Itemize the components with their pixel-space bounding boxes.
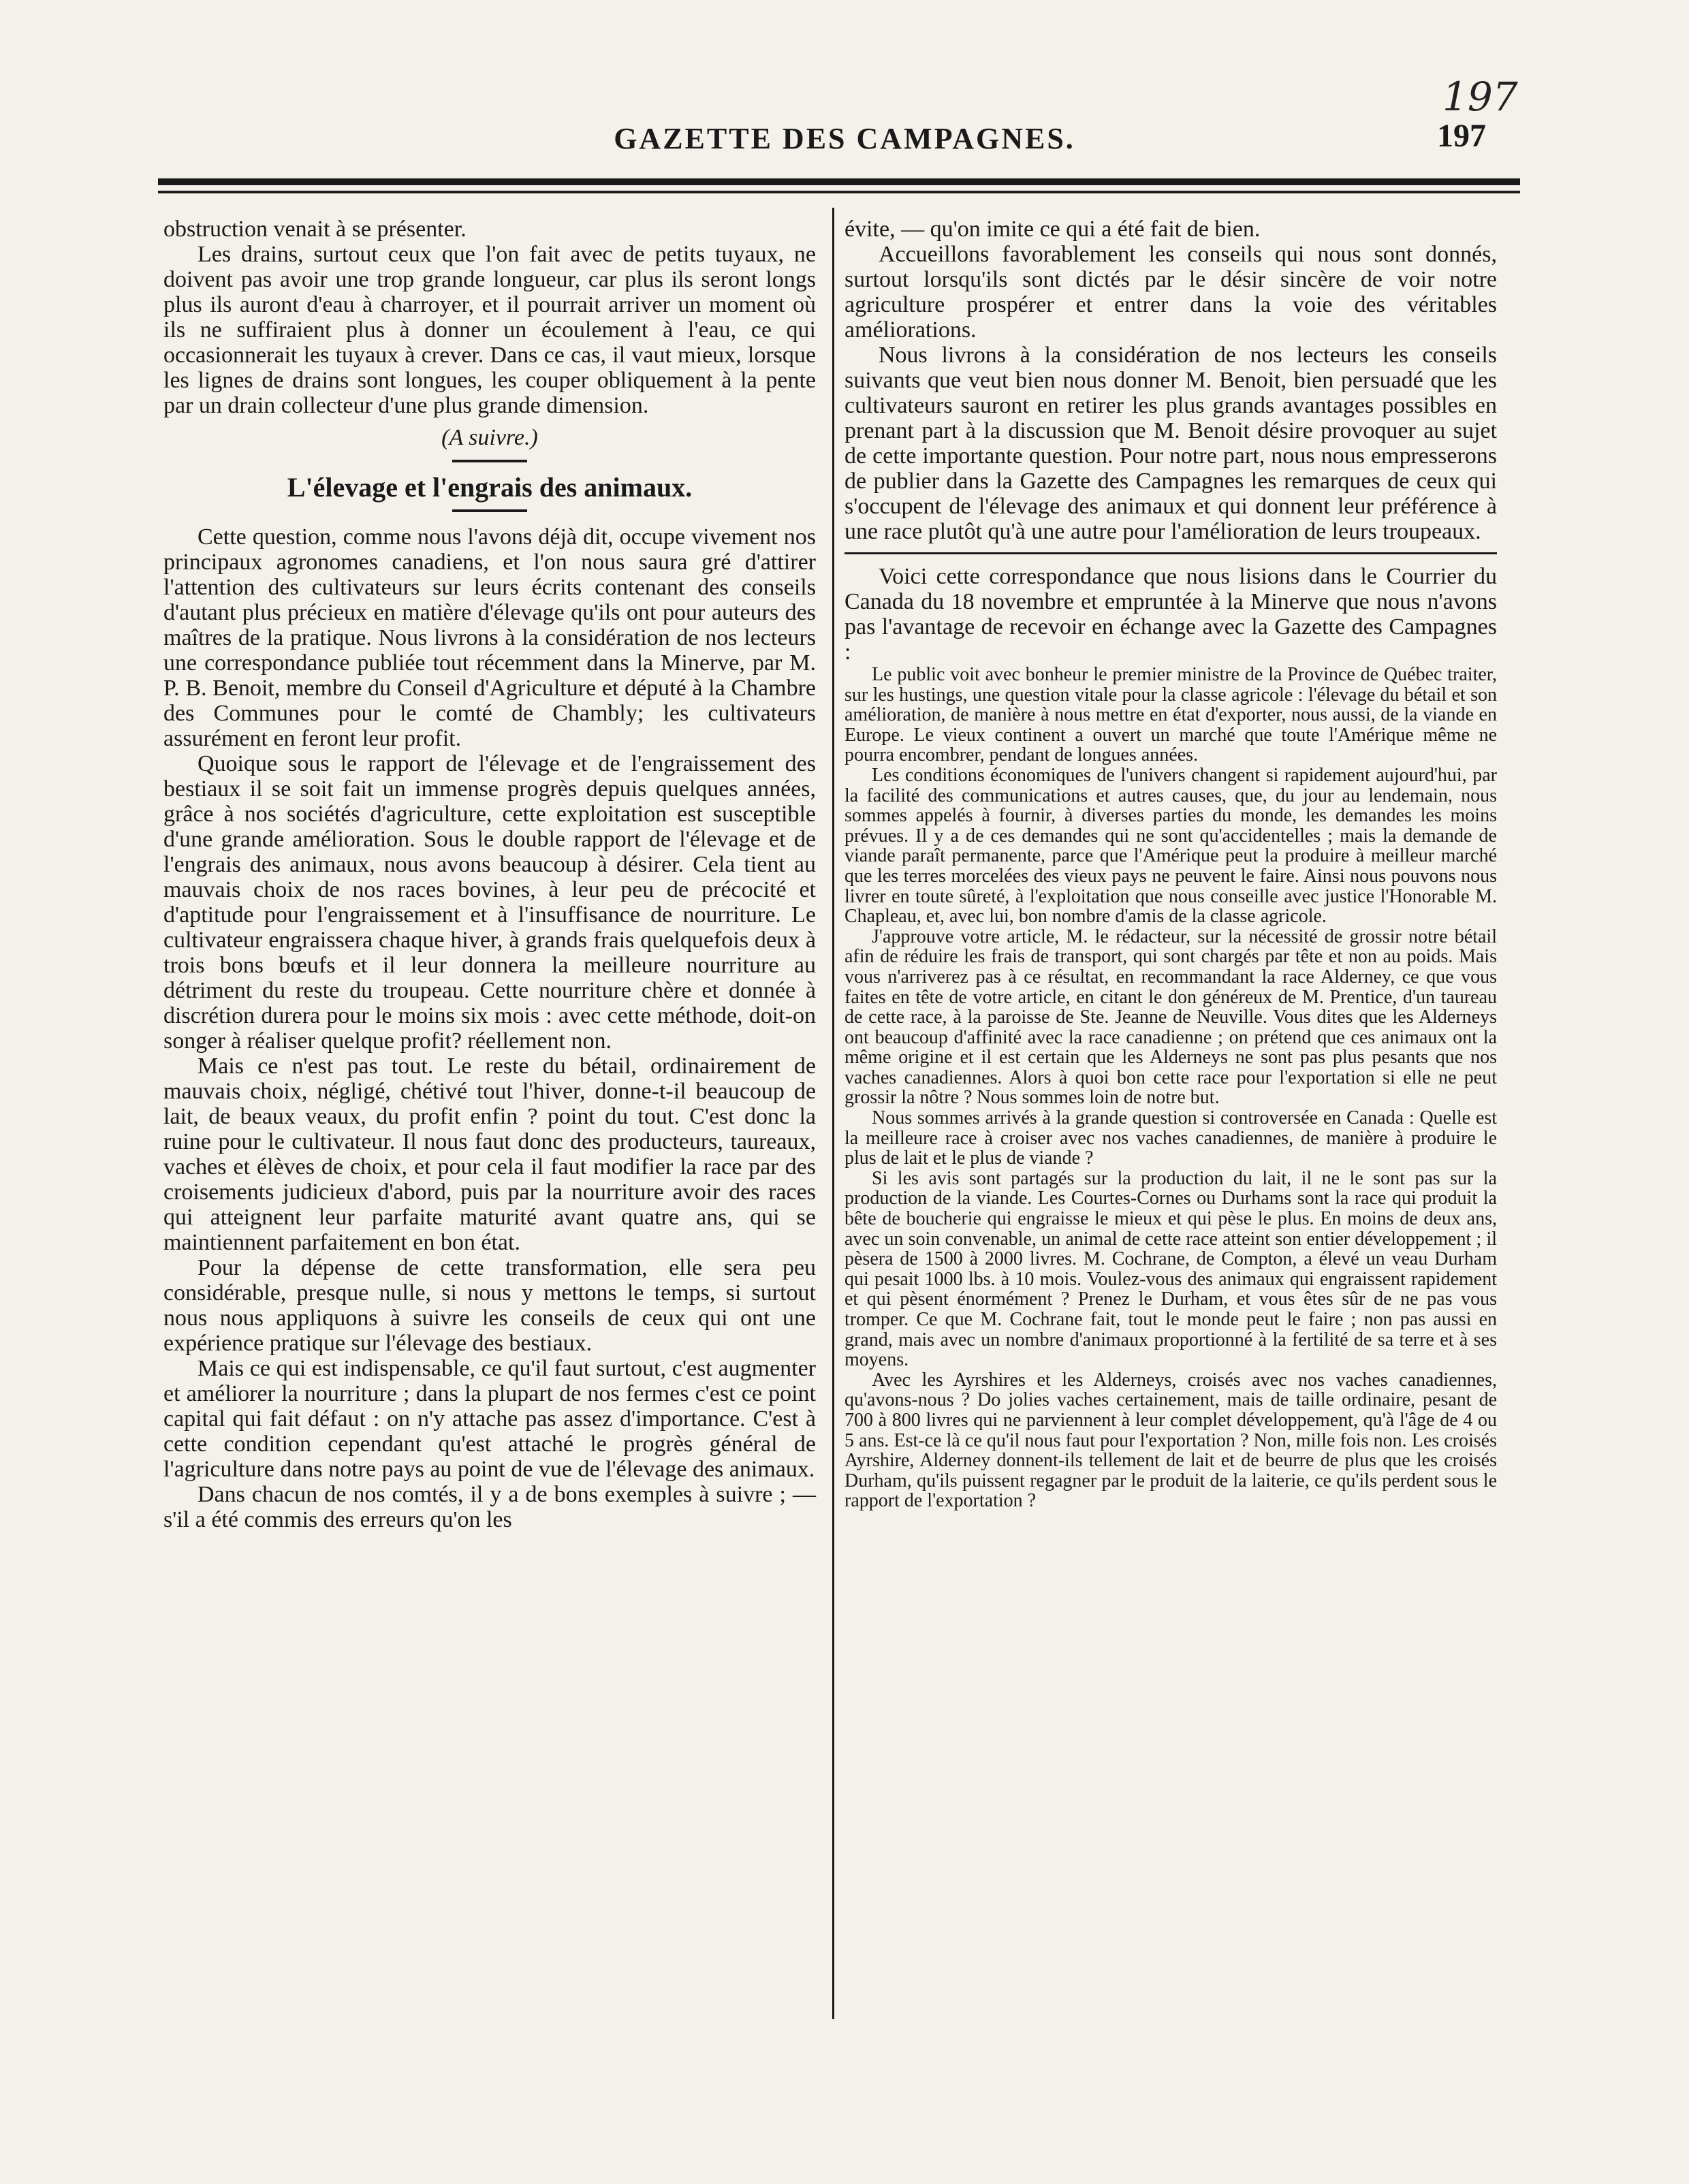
article-heading: L'élevage et l'engrais des animaux. [287,472,693,503]
quote-paragraph: Si les avis sont partagés sur la production du lait, il ne le sont pas sur la production de la viande. Les Courtes-Cornes ou Durhams sont la race qui produit la bête de boucherie qui engraisse le mieux et qui pèse le plus. En moins de deux ans, avec un soin convenable, un animal de cette race atteint son entier développement ; il pèsera de 1500 à 2000 livres. M. Cochrane, de Compton, a élevé un veau Durham qui pesait 1000 lbs. à 10 mois. Voulez-vous des animaux qui engraissent rapidement et qui pèsent énormément ? Prenez le Durham, et vous êtes sûr de ne pas vous tromper. Ce que M. Cochrane fait, tout le monde peut le faire ; non pas aussi en grand, mais avec un nombre d'animaux proportionné à la fertilité de sa terre et à ses moyens. [844,1167,1497,1371]
header-rule-thin [158,191,1520,193]
paragraph: Accueillons favorablement les conseils qui nous sont donnés, surtout lorsqu'ils sont dictés par le désir sincère de voir notre agriculture prospérer et entrer dans la voie des véritables améliorations. [844,242,1497,343]
to-be-continued: (A suivre.) [441,425,538,450]
section-divider [452,509,527,512]
header-rule-thick [158,178,1520,185]
section-divider [844,552,1497,554]
paragraph: Quoique sous le rapport de l'élevage et de l'engraissement des bestiaux il se soit fait un immense progrès depuis quelques années, grâce à nos sociétés d'agriculture, cette exploitation est susceptible d'une grande amélioration. Sous le double rapport de l'élevage et de l'engrais des animaux, nous avons beaucoup à désirer. Cela tient au mauvais choix de nos races bovines, à leur peu de précocité et d'aptitude pour l'engraissement et à l'insuffisance de nourriture. Le cultivateur engraissera chaque hiver, à grands frais quelquefois deux à trois bons bœufs et il leur donnera la meilleure nourriture au détriment du reste du troupeau. Cette nourriture chère et donnée à discrétion durera pour le moins six mois : avec cette méthode, doit-on songer à réaliser quelque profit? réellement non. [163,751,816,1054]
quote-paragraph: Le public voit avec bonheur le premier ministre de la Province de Québec traiter, sur les hustings, une question vitale pour la classe agricole : l'élevage du bétail et son amélioration, de manière à nous mettre en état d'exporter, nous aussi, de la viande en Europe. Le vieux continent a ouvert un marché que toute l'Amérique même ne pourra encombrer, pendant de longues années. [844,664,1497,766]
printed-page-number: 197 [1437,118,1486,154]
right-column [844,217,1497,1511]
left-column [163,217,816,1532]
paragraph: Pour la dépense de cette transformation, elle sera peu considérable, presque nulle, si nous y mettons le temps, si surtout nous nous appliquons à suivre les conseils de ceux qui ont une expérience pratique sur l'élevage des bestiaux. [163,1255,816,1356]
section-divider [452,460,527,462]
paragraph: Mais ce n'est pas tout. Le reste du bétail, ordinairement de mauvais choix, négligé, chétivé tout l'hiver, donne-t-il beaucoup de lait, de beaux veaux, du profit enfin ? point du tout. C'est donc la ruine pour le cultivateur. Il nous faut donc des producteurs, taureaux, vaches et élèves de choix, et pour cela il faut modifier la race par des croisements judicieux d'abord, puis par la nourriture avoir des races qui atteignent leur parfaite maturité avant quatre ans, qui se maintiennent parfaitement en bon état. [163,1054,816,1255]
quote-paragraph: Avec les Ayrshires et les Alderneys, croisés avec nos vaches canadiennes, qu'avons-nous ? Do jolies vaches certainement, mais de taille ordinaire, pesant de 700 à 800 livres qui ne parviennent à leur complet développement, qu'à l'âge de 4 ou 5 ans. Est-ce là ce qu'il nous faut pour l'exportation ? Non, mille fois non. Les croisés Ayrshire, Alderney donnent-ils tellement de lait et de beurre de plus que les croisés Durham, qu'ils puissent regagner par le produit de la laiterie, ce qu'ils perdent sous le rapport de l'exportation ? [844,1369,1497,1512]
quote-paragraph: J'approuve votre article, M. le rédacteur, sur la nécessité de grossir notre bétail afin de réduire les frais de transport, qui sont chargés par tête et non au poids. Mais vous n'arriverez pas à ce résultat, en recommandant la race Alderney, ce que vous faites en tête de votre article, en citant le don généreux de M. Prentice, d'un taureau de cette race, à la paroisse de Ste. Jeanne de Neuville. Vous dites que les Alderneys ont beaucoup d'affinité avec la race canadienne ; on prétend que ces animaux ont la même origine et il est certain que les Alderneys ne sont pas plus pesants que nos vaches canadiennes. Alors à quoi bon cette race pour l'exportation si elle ne peut grossir la nôtre ? Nous sommes loin de notre but. [844,925,1497,1109]
paragraph: Dans chacun de nos comtés, il y a de bons exemples à suivre ; —s'il a été commis des erreurs qu'on les [163,1482,816,1532]
quote-paragraph: Nous sommes arrivés à la grande question si controversée en Canada : Quelle est la meilleure race à croiser avec nos vaches canadiennes, de manière à produire le plus de lait et le plus de viande ? [844,1107,1497,1169]
handwritten-page-number: 197 [1442,74,1518,120]
paragraph: Voici cette correspondance que nous lisions dans le Courrier du Canada du 18 novembre et empruntée à la Minerve que nous n'avons pas l'avantage de recevoir en échange avec la Gazette des Campagnes : [844,564,1497,665]
column-divider [832,208,834,2019]
paragraph: Les drains, surtout ceux que l'on fait avec de petits tuyaux, ne doivent pas avoir une trop grande longueur, car plus ils seront longs plus ils auront d'eau à charroyer, et il pourrait arriver un moment où ils ne suffiraient plus à donner un écoulement à l'eau, ce qui occasionnerait les tuyaux à crever. Dans ce cas, il vaut mieux, lorsque les lignes de drains sont longues, les couper obliquement à la pente par un drain collecteur d'une plus grande dimension. [163,242,816,418]
quote-paragraph: Les conditions économiques de l'univers changent si rapidement aujourd'hui, par la facilité des communications et autres causes, que, du jour au lendemain, nous sommes appelés à fournir, à diverses parties du monde, les demandes les moins prévues. Il y a de ces demandes qui ne sont qu'accidentelles ; mais la demande de viande paraît permanente, parce que l'Amérique peut la produire à meilleur marché que les terres morcelées des vieux pays ne peuvent le faire. Ainsi nous pouvons nous livrer en toute sûreté, à l'exploitation que nous conseille avec justice l'Honorable M. Chapleau, et, avec lui, bon nombre d'amis de la classe agricole. [844,764,1497,928]
masthead-title: GAZETTE DES CAMPAGNES. [614,122,1075,155]
paragraph: Cette question, comme nous l'avons déjà dit, occupe vivement nos principaux agronomes canadiens, et l'on nous saura gré d'attirer l'attention des cultivateurs sur leurs écrits contenant des conseils d'autant plus précieux en matière d'élevage qu'ils ont pour auteurs des maîtres de la pratique. Nous livrons à la considération de nos lecteurs une correspondance publiée tout récemment dans la Minerve, par M. P. B. Benoit, membre du Conseil d'Agriculture et député à la Chambre des Communes pour le comté de Chambly; les cultivateurs assurément en feront leur profit. [163,524,816,751]
paragraph: Mais ce qui est indispensable, ce qu'il faut surtout, c'est augmenter et améliorer la nourriture ; dans la plupart de nos fermes c'est ce point capital qui fait défaut : on n'y attache pas assez d'importance. C'est à cette condition cependant qu'est attaché le progrès général de l'agriculture dans notre pays au point de vue de l'élevage des animaux. [163,1356,816,1482]
paragraph: Nous livrons à la considération de nos lecteurs les conseils suivants que veut bien nous donner M. Benoit, bien persuadé que les cultivateurs sauront en retirer les plus grands avantages possibles en prenant part à la discussion que M. Benoit désire provoquer au sujet de cette importante question. Pour notre part, nous nous empresserons de publier dans la Gazette des Campagnes les remarques de ceux qui s'occupent de l'élevage des animaux et qui donnent leur préférence à une race plutôt qu'à une autre pour l'amélioration de leurs troupeaux. [844,343,1497,544]
quoted-correspondence [844,665,1497,1511]
paragraph: évite, — qu'on imite ce qui a été fait de bien. [844,217,1261,242]
paragraph: obstruction venait à se présenter. [163,217,467,242]
